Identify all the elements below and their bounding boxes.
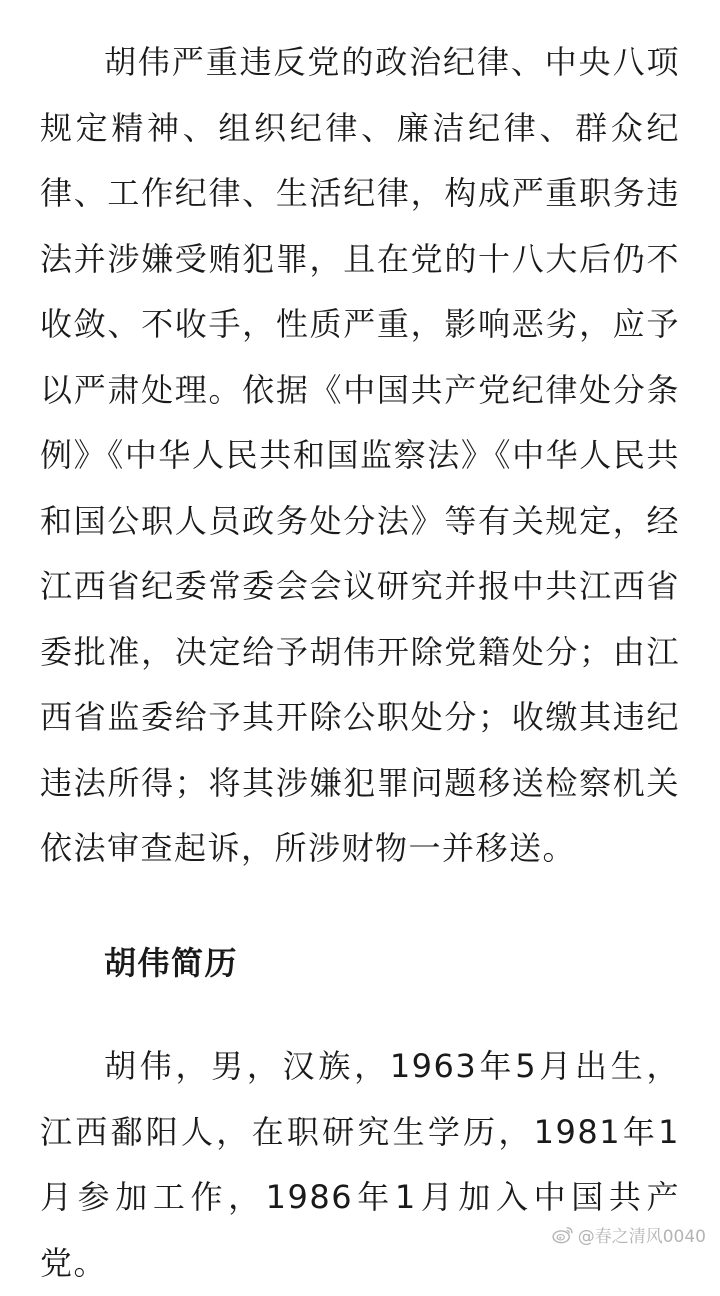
bio-paragraph: 胡伟，男，汉族，1963年5月出生，江西鄱阳人，在职研究生学历，1981年1月参加工作，1986年1月加入中国共产党。 [40, 1047, 680, 1282]
watermark [552, 1222, 706, 1247]
bio-section [40, 1034, 680, 1296]
article-paragraph: 胡伟严重违反党的政治纪律、中央八项规定精神、组织纪律、廉洁纪律、群众纪律、工作纪律、生活纪律，构成严重职务违法并涉嫌受贿犯罪，且在党的十八大后仍不收敛、不收手，性质严重，影响恶劣，应予以严肃处理。依据《中国共产党纪律处分条例》《中华人民共和国监察法》《中华人民共和国公职人员政务处分法》等有关规定，经江西省纪委常委会会议研究并报中共江西省委批准，决定给予胡伟开除党籍处分；由江西省监委给予其开除公职处分；收缴其违纪违法所得；将其涉嫌犯罪问题移送检察机关依法审查起诉，所涉财物一并移送。 [40, 43, 680, 867]
watermark-text: @春之清风0040 [577, 1227, 706, 1247]
weibo-icon [552, 1226, 574, 1244]
section-heading: 胡伟简历 [104, 944, 239, 982]
article-body [40, 30, 680, 882]
